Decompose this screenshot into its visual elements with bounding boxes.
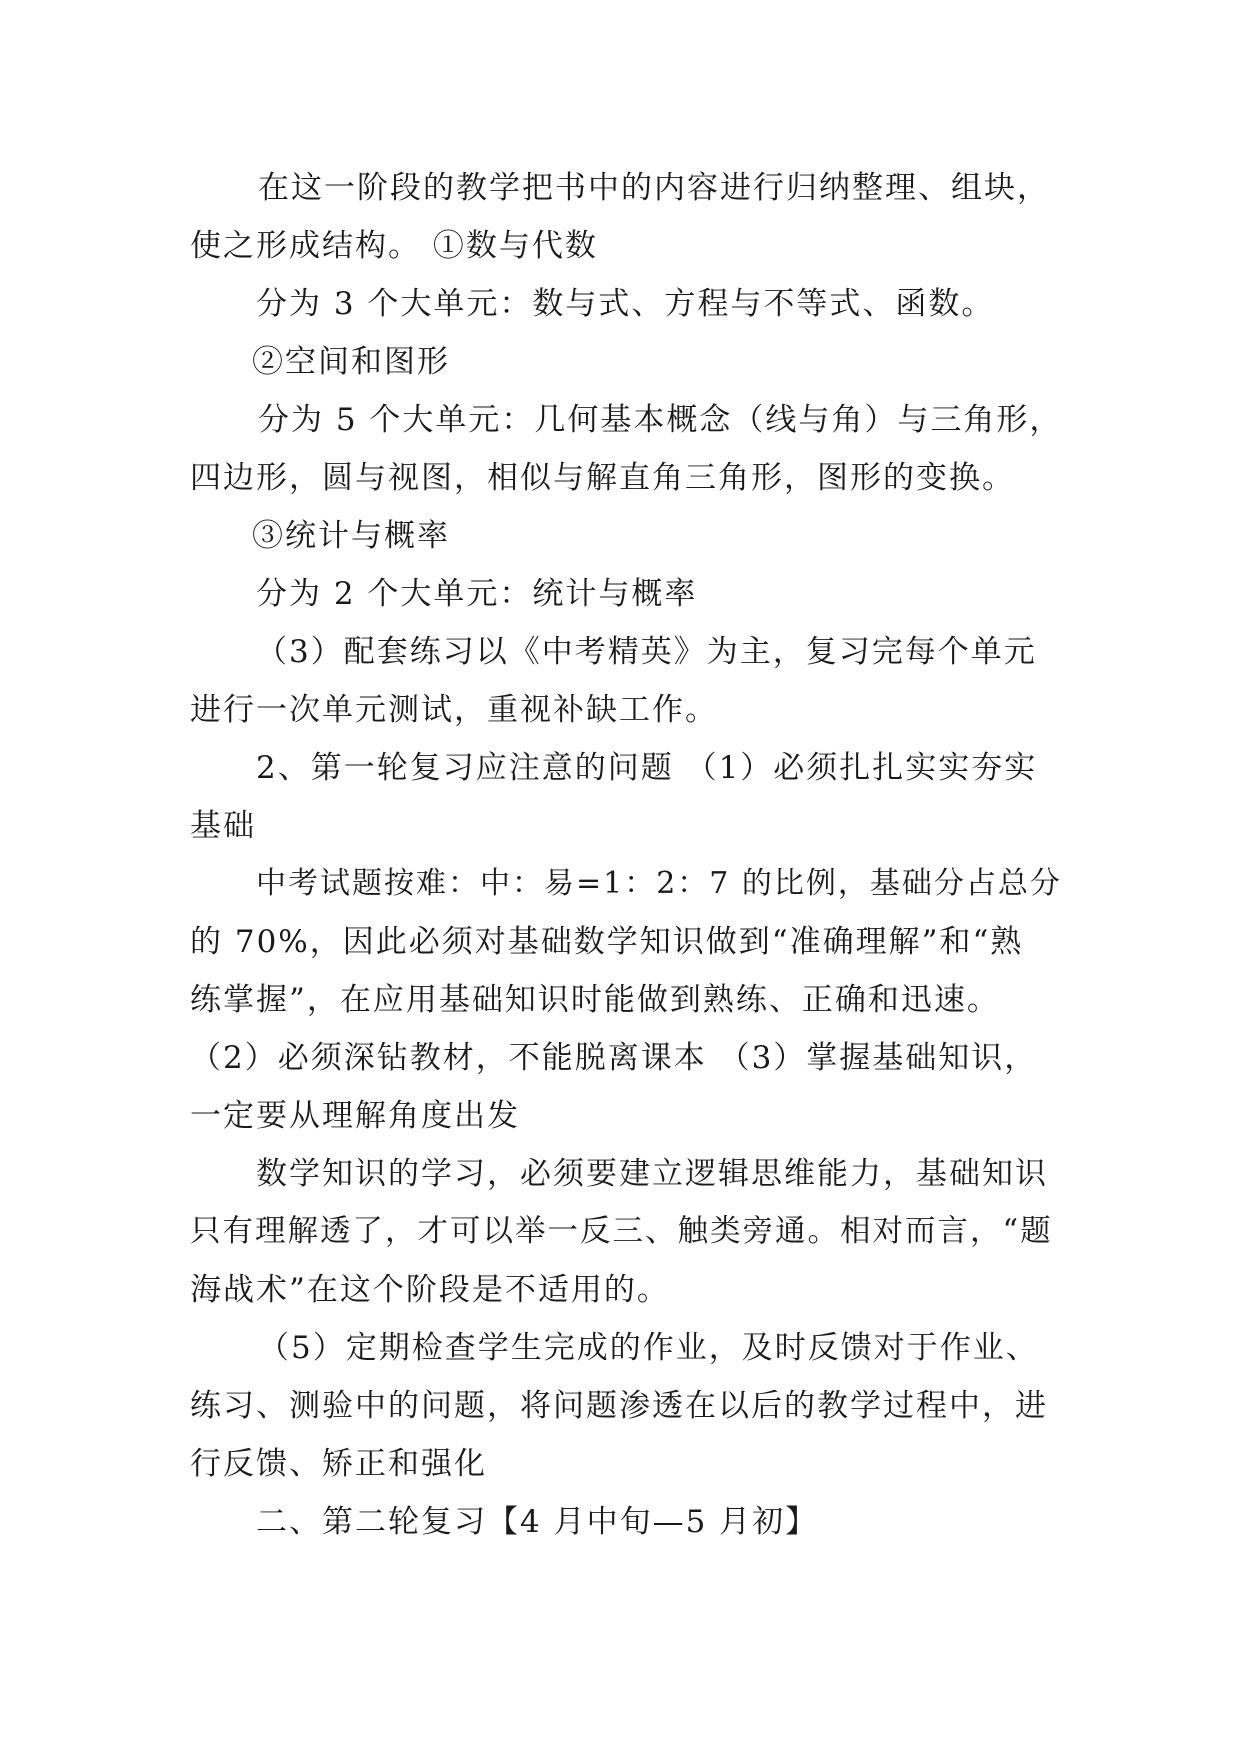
text-line: 在这一阶段的教学把书中的内容进行归纳整理、组块， <box>258 170 1050 206</box>
text-line: 只有理解透了，才可以举一反三、触类旁通。相对而言，“题 <box>190 1214 1053 1249</box>
text-line: 2、第一轮复习应注意的问题 （1）必须扎扎实实夯实 <box>256 750 1038 786</box>
text-line: 数学知识的学习，必须要建立逻辑思维能力，基础知识 <box>256 1156 1048 1192</box>
text-line: 练掌握”，在应用基础知识时能做到熟练、正确和迅速。 <box>190 982 1000 1018</box>
text-line: （2）必须深钻教材，不能脱离课本 （3）掌握基础知识， <box>190 1040 1038 1076</box>
text-line: 分为 5 个大单元：几何基本概念（线与角）与三角形， <box>258 402 1063 438</box>
text-line: 分为 2 个大单元：统计与概率 <box>256 576 698 612</box>
text-line: （3）配套练习以《中考精英》为主，复习完每个单元 <box>256 634 1037 670</box>
text-line: 一定要从理解角度出发 <box>190 1098 520 1134</box>
text-line: 海战术”在这个阶段是不适用的。 <box>190 1272 670 1308</box>
text-line: 进行一次单元测试，重视补缺工作。 <box>190 692 718 728</box>
text-line: （5）定期检查学生完成的作业，及时反馈对于作业、 <box>258 1330 1039 1366</box>
text-line: 中考试题按难：中：易=1：2：7 的比例，基础分占总分 <box>256 866 1062 901</box>
text-line: 的 70%，因此必须对基础数学知识做到“准确理解”和“熟 <box>190 924 1024 960</box>
text-line: 练习、测验中的问题，将问题渗透在以后的教学过程中，进 <box>190 1388 1048 1424</box>
text-line: 基础 <box>190 808 256 844</box>
text-line: ③统计与概率 <box>252 518 450 554</box>
text-line: 行反馈、矫正和强化 <box>190 1446 487 1482</box>
text-line: 使之形成结构。 ①数与代数 <box>190 228 598 264</box>
text-line: 四边形，圆与视图，相似与解直角三角形，图形的变换。 <box>190 460 1015 496</box>
text-line: 二、第二轮复习【4 月中旬—5 月初】 <box>256 1504 819 1540</box>
text-line: 分为 3 个大单元：数与式、方程与不等式、函数。 <box>256 286 995 322</box>
text-line: ②空间和图形 <box>252 344 450 380</box>
